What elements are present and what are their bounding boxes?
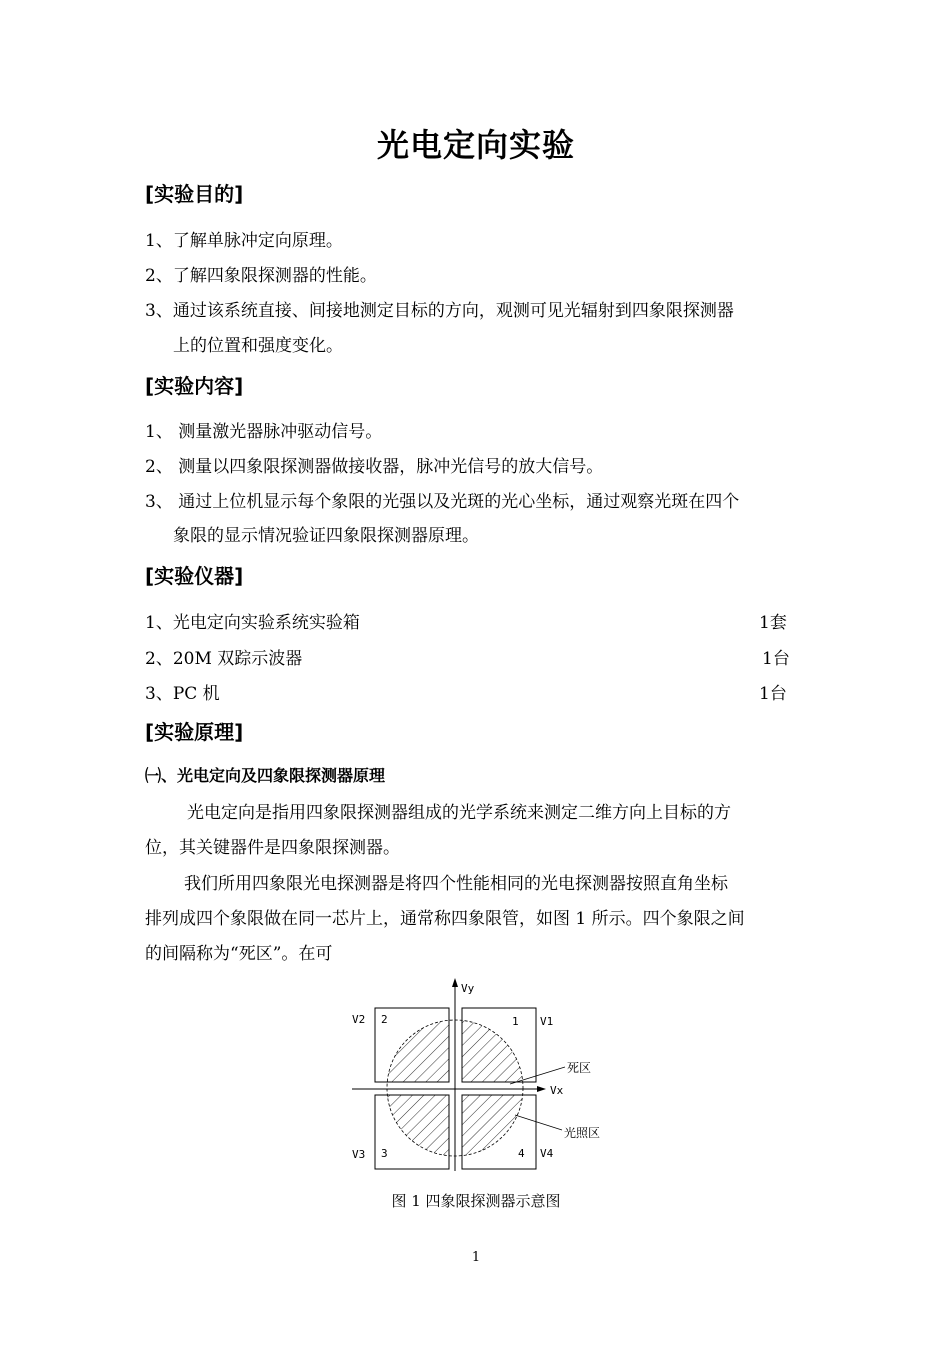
section-heading-content: [实验内容] [145,374,244,398]
instrument-name-3: 3、PC 机 [145,684,220,704]
v1-label: V1 [540,1015,554,1028]
purpose-item-2: 2、了解四象限探测器的性能。 [145,266,377,286]
vy-label: Vy [461,982,475,995]
purpose-item-3: 3、通过该系统直接、间接地测定目标的方向，观测可见光辐射到四象限探测器 [145,301,734,321]
light-zone-leader [515,1115,562,1130]
q3-label: 3 [381,1147,388,1160]
page-title: 光电定向实验 [376,126,575,164]
principle-line-5: 的间隔称为“死区”。在可 [145,944,333,964]
principle-line-4: 排列成四个象限做在同一芯片上，通常称四象限管，如图 1 所示。四个象限之间 [145,909,745,929]
q4-label: 4 [518,1147,525,1160]
content-item-2: 2、 测量以四象限探测器做接收器，脉冲光信号的放大信号。 [145,457,604,477]
light-zone-label: 光照区 [564,1126,601,1140]
instrument-name-1: 1、光电定向实验系统实验箱 [145,613,360,633]
principle-line-3: 我们所用四象限光电探测器是将四个性能相同的光电探测器按照直角坐标 [184,874,728,894]
section-heading-instruments: [实验仪器] [145,564,244,588]
v4-label: V4 [540,1147,554,1160]
section-heading-purpose: [实验目的] [145,182,244,206]
instrument-qty-2: 1台 [762,649,790,669]
x-axis-arrow-icon [537,1086,546,1092]
instrument-name-2: 2、20M 双踪示波器 [145,649,303,669]
q1-label: 1 [512,1015,519,1028]
dead-zone-label: 死区 [567,1061,592,1075]
section-heading-principle: [实验原理] [145,720,244,744]
purpose-item-3-cont: 上的位置和强度变化。 [173,336,343,356]
content-item-3: 3、 通过上位机显示每个象限的光强以及光斑的光心坐标，通过观察光斑在四个 [145,492,740,512]
vx-label: Vx [550,1084,564,1097]
principle-line-2: 位，其关键器件是四象限探测器。 [145,838,400,858]
page-number: 1 [471,1250,481,1265]
purpose-item-1: 1、了解单脉冲定向原理。 [145,231,343,251]
principle-subheading: ㈠、光电定向及四象限探测器原理 [145,766,386,785]
principle-line-1: 光电定向是指用四象限探测器组成的光学系统来测定二维方向上目标的方 [187,803,731,823]
content-item-3-cont: 象限的显示情况验证四象限探测器原理。 [173,526,479,546]
quadrant-detector-figure [340,975,620,1175]
figure-caption: 图 1 四象限探测器示意图 [391,1192,561,1210]
instrument-qty-1: 1套 [759,613,787,633]
v3-label: V3 [352,1148,366,1161]
instrument-qty-3: 1台 [759,684,787,704]
q2-label: 2 [381,1013,388,1026]
v2-label: V2 [352,1013,366,1026]
content-item-1: 1、 测量激光器脉冲驱动信号。 [145,422,383,442]
y-axis-arrow-icon [452,978,458,987]
